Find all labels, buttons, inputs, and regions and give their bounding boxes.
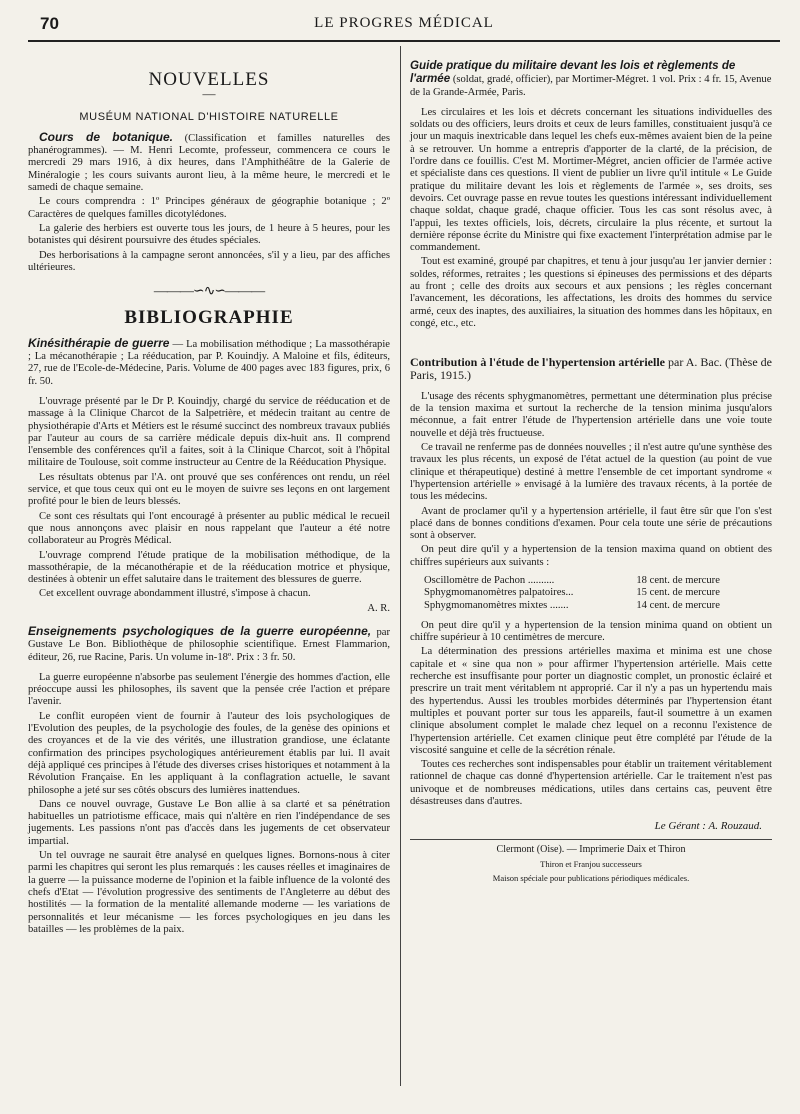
kine-title: Kinésithérapie de guerre — [28, 335, 170, 350]
table-row — [424, 600, 754, 612]
review-paragraph: Ce sont ces résultats qui l'ont encouragé à présenter au public médical le recueil que nous annonçons avec plaisir en nous rappelant que l'auteur a été notre collaborateur au Progrès Médical. — [28, 510, 390, 547]
kine-ref: — La mobilisation méthodique ; La massothérapie ; La mécanothérapie ; La rééducation, par P. Kouindjy. A Maloine et fils, éditeurs, 27, rue de l'Ecole-de-Médecine, Paris. Volume de 400 pages avec 183 figures, prix, 6 fr. 50. — [28, 338, 391, 387]
review-paragraph: Cet excellent ouvrage abondamment illustré, s'impose à chacun. — [39, 588, 311, 600]
table-row — [424, 587, 754, 599]
guide-ref: (soldat, gradé, officier), par Mortimer-Mégret. 1 vol. Prix : 4 fr. 15, Avenue de la Grande-Armée, Paris. — [410, 74, 772, 98]
contribution-paragraph: Toutes ces recherches sont indispensables pour établir un traitement véritablement rationnel de chaque cas donné d'hypertension artérielle. Car le traitement n'est pas univoque et de nombreuses médications, utiles dans certains cas, peuvent être désastreuses dans d'autres. — [410, 759, 772, 808]
right-column — [410, 60, 772, 887]
column-divider — [400, 46, 401, 1086]
instrument-cell: Sphygmomanomètres palpatoires... — [424, 587, 574, 599]
value-cell: 14 cent. de mercure — [636, 599, 720, 611]
instrument-cell: Oscillomètre de Pachon .......... — [424, 574, 555, 586]
guide-title: Guide pratique du militaire devant les lois et règlements de l'armée — [410, 59, 736, 86]
course-paragraph — [28, 131, 390, 194]
review-paragraph: Dans ce nouvel ouvrage, Gustave Le Bon allie à sa clarté et sa pénétration habituelles un patriotisme efficace, mais qui n'altère en rien l'indépendance de ses jugements. Les passions n'ont pas d'accès dans les jugements de cet observateur impartial. — [28, 798, 390, 847]
left-column — [28, 46, 390, 938]
museum-subtitle: MUSÉUM NATIONAL D'HISTOIRE NATURELLE — [79, 110, 339, 123]
nouvelles-title: NOUVELLES — [148, 69, 270, 90]
ens-entry — [28, 625, 390, 664]
nouvelles-paragraph: Le cours comprendra : 1º Principes généraux de géographie botanique ; 2º Caractères de quelques familles dicotylédones. — [28, 196, 390, 220]
contribution-paragraph: Avant de proclamer qu'il y a hypertension artérielle, il faut être sûr que l'on s'est placé dans de bonnes conditions d'examen. Pour cela toute une série de précautions sont à observer. — [410, 505, 772, 542]
ens-ref: par Gustave Le Bon. Bibliothèque de philosophie scientifique. Ernest Flammarion, éditeur, 26, rue Racine, Paris. Un volume in-18º. Prix : 3 fr. 50. — [28, 626, 391, 663]
guide-paragraph: Les circulaires et les lois et décrets concernant les situations individuelles des soldats ou des officiers, leurs droits et ceux de leurs familles, constituaient jusqu'à ce jour un maquis inextricable dans lequel les chefs eux-mêmes avaient bien de la peine à se retrouver. Un homme a entrepris d'apporter de la clarté, de la précision, de l'ordre dans ce fouillis. C'est M. Mortimer-Mégret, ancien officier de l'armée active et spécialiste dans ces questions. Il vient de publier un livre qu'il intitule « Le Guide pratique du militaire devant les lois et règlements de l'armée », ses droits, ses devoirs. Cet ouvrage passe en revue toutes les questions intéressant individuellement chaque soldat, chaque gradé, chaque officier. Tous les cas sont résolus avec, à l'appui, les textes officiels, lois, décrets, circulaire la plus récente, et surtout la dernière réponse écrite du Ministre qui fixe exactement l'interprétation admise par le commandement. — [410, 106, 772, 254]
contribution-paragraph: L'usage des récents sphygmanomètres, permettant une détermination plus précise de la tension maxima et surtout la recherche de la tension minima jusqu'alors méconnue, a fait entrer l'étude de l'hypertension artérielle dans une voie toute nouvelle et déjà très fructueuse. — [410, 390, 772, 439]
printer-name: Clermont (Oise). — Imprimerie Daix et Thiron — [496, 843, 686, 855]
printer-successors: Thiron et Franjou successeurs — [540, 858, 642, 869]
ens-title: Enseignements psychologiques de la guerre européenne, — [28, 623, 372, 638]
instrument-cell: Sphygmomanomètres mixtes ....... — [424, 599, 569, 611]
page-header — [28, 14, 780, 36]
title-dash: — — [202, 86, 216, 102]
guide-paragraph: Tout est examiné, groupé par chapitres, et tenu à jour jusqu'au 1er janvier dernier : soldes, réformes, retraites ; les questions si épineuses des permissions et des départs au front ; celle des droits aux secours et aux pensions ; les règles concernant l'avancement, les décorations, les affectations, les droits des hommes du service armé, ceux des inaptes, des auxiliaires, la situation des hommes dans les hôpitaux, en congé, etc., etc. — [410, 256, 772, 329]
kine-entry — [28, 337, 390, 388]
review-paragraph: La guerre européenne n'absorbe pas seulement l'énergie des hommes d'action, elle préoccupe aussi les philosophes, ils savent que la pensée crée l'action et prépare l'avenir. — [28, 671, 390, 708]
contribution-author: par A. Bac. (Thèse de Paris, 1915.) — [410, 355, 773, 382]
review-paragraph: L'ouvrage comprend l'étude pratique de la mobilisation méthodique, de la massothérapie, de la mécanothérapie et de la rééducation motrice et physique, destinées à obtenir un effet salutaire dans le traitement des blessures de guerre. — [28, 549, 390, 586]
review-paragraph: L'ouvrage présenté par le Dr P. Kouindjy, chargé du service de rééducation et de massage à la Clinique Charcot de la Salpetrière, et médecin traitant au centre de physiothérapie d'Arts et Métiers est le résumé succinct des nombreux travaux publiés par l'auteur au cours de sa carrière médicale depuis dix-huit ans. Il comprend l'ensemble des conférences qu'il a faites, soit à la Clinique Charcot, soit à l'hôpital militaire de Toulouse, soit comme instructeur au Centre de la Rééducation Physique. — [28, 395, 390, 469]
section-ornament: ———∽∿∽——— — [153, 284, 265, 300]
review-paragraph: Les résultats obtenus par l'A. ont prouvé que ses conférences ont rendu, un réel service, et que tous ceux qui ont eu le moyen de suivre ses leçons en ont largement profité pour le bien de leurs blessés. — [28, 471, 390, 508]
page-number: 70 — [40, 14, 59, 33]
contribution-paragraph: On peut dire qu'il y a hypertension de la tension maxima quand on obtient des chiffres supérieurs aux suivants : — [410, 544, 772, 568]
table-row — [424, 575, 754, 587]
pressure-table — [424, 575, 754, 612]
contribution-paragraph: Ce travail ne renferme pas de données nouvelles ; il n'est autre qu'une synthèse des travaux les plus récents, un exposé de l'état actuel de la question (au point de vue clinique et thérapeutique) destiné à mettre l'ensemble de cet important syndrome « l'hypertension artérielle » envisagé à la lumière des travaux récents, à la portée de tous les médecins. — [410, 442, 772, 503]
contribution-paragraph: On peut dire qu'il y a hypertension de la tension minima quand on obtient un chiffre supérieur à 10 centimètres de mercure. — [410, 619, 772, 644]
bibliographie-title: BIBLIOGRAPHIE — [124, 307, 294, 329]
guide-entry — [410, 60, 772, 99]
review-paragraph: Un tel ouvrage ne saurait être analysé en quelques lignes. Bornons-nous à citer parmi les chapitres qui seront les plus remarqués : les causes réelles et imaginaires de la guerre — la puissance moderne de l'opinion et la faible influence de la volonté des chefs d'Etat — l'évolution progressive des sentiments de l'Angleterre au début des hostilités — la formation de la mentalité allemande moderne — les variations de personnalités et leur mécanisme — les forces psychologiques en jeu dans les batailles — les problèmes de la paix. — [28, 850, 390, 935]
header-rule — [28, 40, 780, 42]
value-cell: 18 cent. de mercure — [636, 574, 720, 586]
nouvelles-paragraph: Des herborisations à la campagne seront annoncées, s'il y a lieu, par des affiches ultérieures. — [28, 249, 390, 273]
contribution-paragraph: La détermination des pressions artérielles maxima et minima est une chose capitale et « sine qua non » pour affirmer l'hypertension artérielle. Mais cette recherche est insuffisante pour porter un diagnostic complet, un pronostic éclairé et prescrire un trait ment véritablem nt approprié. Car il n'y a pas un hypertendu mais des hypertendus. Aussi les troubles morbides déterminés par l'hypertension étant multiples et pouvant porter sur tous les appareils, faut-il soumettre à un examen clinique absolument complet le malade chez lequel on a reconnu l'existence de l'hypertension artérielle. Cet examen clinique peut être complété par l'étude de la viscosité sanguine et celle de la sécrétion rénale. — [410, 646, 772, 756]
journal-title: LE PROGRES MÉDICAL — [314, 15, 494, 31]
printer-block — [410, 839, 772, 885]
contribution-title: Contribution à l'étude de l'hypertension artérielle — [410, 355, 666, 370]
course-title: Cours de botanique. — [39, 129, 173, 144]
course-text: (Classification et familles naturelles des phanérogrammes). — M. Henri Lecomte, professeur, commencera ce cours le mercredi 29 mars 1916, à dix heures, dans l'Amphithéâtre de la Galerie de Minéralogie ; les cours suivants auront lieu, à la même heure, le mercredi et le samedi de chaque semaine. — [28, 132, 390, 194]
value-cell: 15 cent. de mercure — [636, 587, 720, 599]
contribution-heading — [410, 356, 772, 381]
gerant-line: Le Gérant : A. Rouzaud. — [654, 820, 762, 833]
review-paragraph: Le conflit européen vient de fournir à l'auteur des lois psychologiques de l'Evolution des peuples, de la psychologie des foules, de la genèse des opinions et des croyances et de la vie des vérités, une illustration grandiose, une éclatante confirmation des principes psychologiques antérieurement établis par lui. Il avait déjà appliqué ces principes à l'étude des diverses crises historiques et notamment à la Révolution Française. En les appliquant à la conflagration actuelle, le savant philosophe a jeté sur ses côtés obscurs des lumières inattendues. — [28, 710, 390, 796]
printer-specialty: Maison spéciale pour publications périodiques médicales. — [492, 873, 690, 884]
nouvelles-paragraph: La galerie des herbiers est ouverte tous les jours, de 1 heure à 5 heures, pour les botanistes qui désirent poursuivre des études spéciales. — [28, 222, 390, 247]
review-signature: A. R. — [367, 602, 390, 614]
